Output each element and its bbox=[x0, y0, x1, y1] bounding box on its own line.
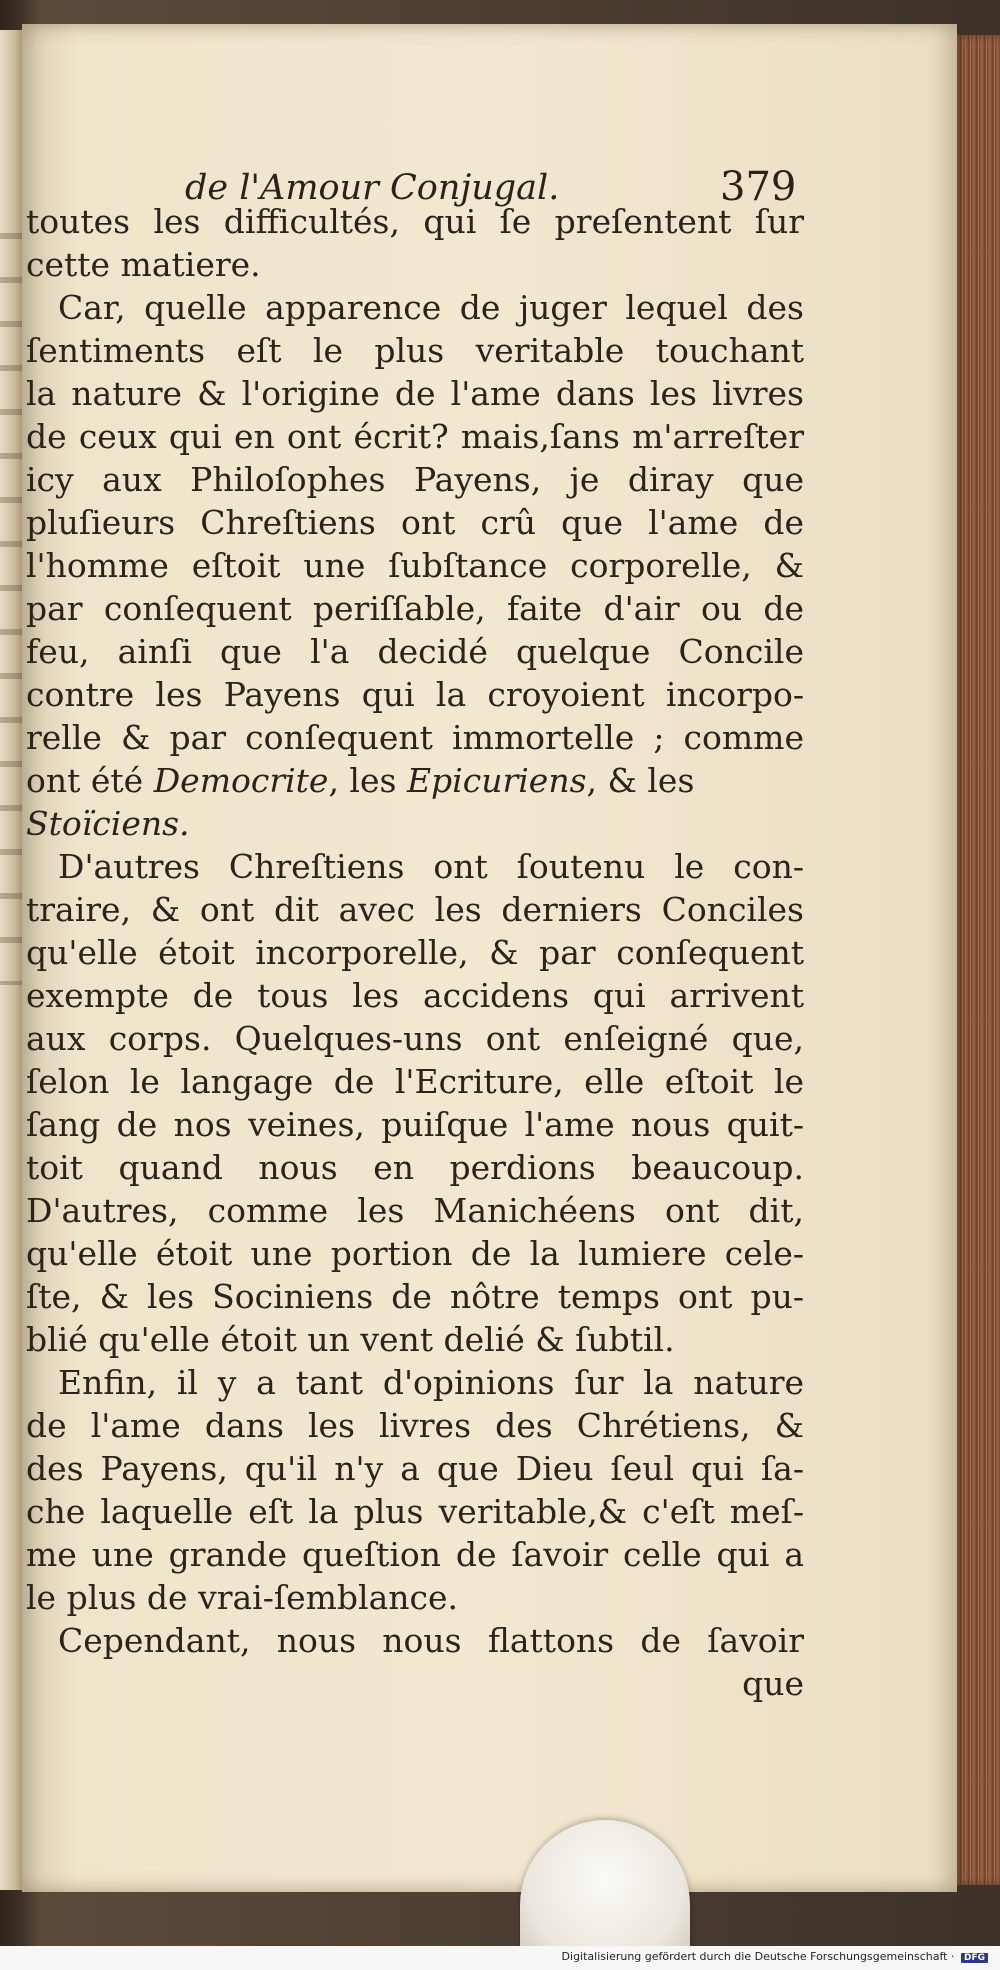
page-number: 379 bbox=[720, 164, 797, 210]
book-page-edges bbox=[955, 35, 1000, 1885]
text-fragment: , & les bbox=[586, 761, 695, 800]
text-line: blié qu'elle étoit un vent delié & ſubtil. bbox=[26, 1320, 675, 1359]
text-line: me une grande queſtion de ſavoir celle qui a bbox=[26, 1535, 804, 1574]
text-line: la nature & l'origine de l'ame dans les livres bbox=[26, 374, 804, 413]
text-line: feu, ainſi que l'a decidé quelque Concile bbox=[26, 632, 804, 671]
catchword: que bbox=[742, 1664, 804, 1703]
footer-bar bbox=[0, 1946, 1000, 1970]
facing-page-marks bbox=[0, 205, 22, 985]
text-line: aux corps. Quelques-uns ont enſeigné que, bbox=[26, 1019, 804, 1058]
footer-credit: Digitalisierung gefördert durch die Deutsche Forschungsgemeinschaft · DFG bbox=[562, 1950, 988, 1963]
text-line: des Payens, qu'il n'y a que Dieu ſeul qui ſa- bbox=[26, 1449, 804, 1488]
text-line: qu'elle étoit une portion de la lumiere cele- bbox=[26, 1234, 804, 1273]
text-line: l'homme eſtoit une ſubſtance corporelle, & bbox=[26, 546, 804, 585]
text-line: cette matiere. bbox=[26, 245, 261, 284]
text-line: ſentiments eſt le plus veritable touchant bbox=[26, 331, 804, 370]
text-line: D'autres, comme les Manichéens ont dit, bbox=[26, 1191, 804, 1230]
body-text bbox=[26, 200, 804, 1705]
italic-name: Democrite bbox=[153, 761, 329, 800]
text-line: par conſequent periſſable, faite d'air ou de bbox=[26, 589, 804, 628]
text-line: icy aux Philoſophes Payens, je diray que bbox=[26, 460, 804, 499]
dfg-logo: DFG bbox=[961, 1953, 988, 1963]
text-line: qu'elle étoit incorporelle, & par conſequent bbox=[26, 933, 804, 972]
text-fragment: ont été bbox=[26, 761, 144, 800]
text-line: Stoïciens. bbox=[26, 804, 190, 843]
text-line: pluſieurs Chreſtiens ont crû que l'ame de bbox=[26, 503, 804, 542]
credit-text: Digitalisierung gefördert durch die Deutsche Forschungsgemeinschaft bbox=[561, 1950, 948, 1963]
text-line: ſte, & les Sociniens de nôtre temps ont pu- bbox=[26, 1277, 804, 1316]
text-line: che laquelle eſt la plus veritable,& c'eſt meſ- bbox=[26, 1492, 804, 1531]
text-line: traire, & ont dit avec les derniers Conciles bbox=[26, 890, 804, 929]
text-line: Enfin, il y a tant d'opinions ſur la nature bbox=[58, 1363, 804, 1402]
text-line: relle & par conſequent immortelle ; comme bbox=[26, 718, 804, 757]
text-line: contre les Payens qui la croyoient incorpo- bbox=[26, 675, 804, 714]
text-line: Car, quelle apparence de juger lequel des bbox=[58, 288, 804, 327]
italic-name: Epicuriens bbox=[406, 761, 587, 800]
text-line: Cependant, nous nous flattons de ſavoir bbox=[58, 1621, 804, 1660]
text-line: ſelon le langage de l'Ecriture, elle eſtoit le bbox=[26, 1062, 804, 1101]
text-line: de ceux qui en ont écrit? mais,ſans m'arreſter bbox=[26, 417, 804, 456]
text-line: ſang de nos veines, puiſque l'ame nous quit- bbox=[26, 1105, 804, 1144]
text-line bbox=[26, 759, 804, 802]
text-line: exempte de tous les accidens qui arrivent bbox=[26, 976, 804, 1015]
text-line: toutes les difficultés, qui ſe preſentent ſur bbox=[26, 202, 804, 241]
text-line: toit quand nous en perdions beaucoup. bbox=[26, 1148, 804, 1187]
text-line: D'autres Chreſtiens ont ſoutenu le con- bbox=[58, 847, 804, 886]
text-line: de l'ame dans les livres des Chrétiens, & bbox=[26, 1406, 804, 1445]
running-head: de l'Amour Conjugal. bbox=[185, 168, 560, 208]
text-fragment: , les bbox=[328, 761, 397, 800]
text-line: le plus de vrai-ſemblance. bbox=[26, 1578, 459, 1617]
